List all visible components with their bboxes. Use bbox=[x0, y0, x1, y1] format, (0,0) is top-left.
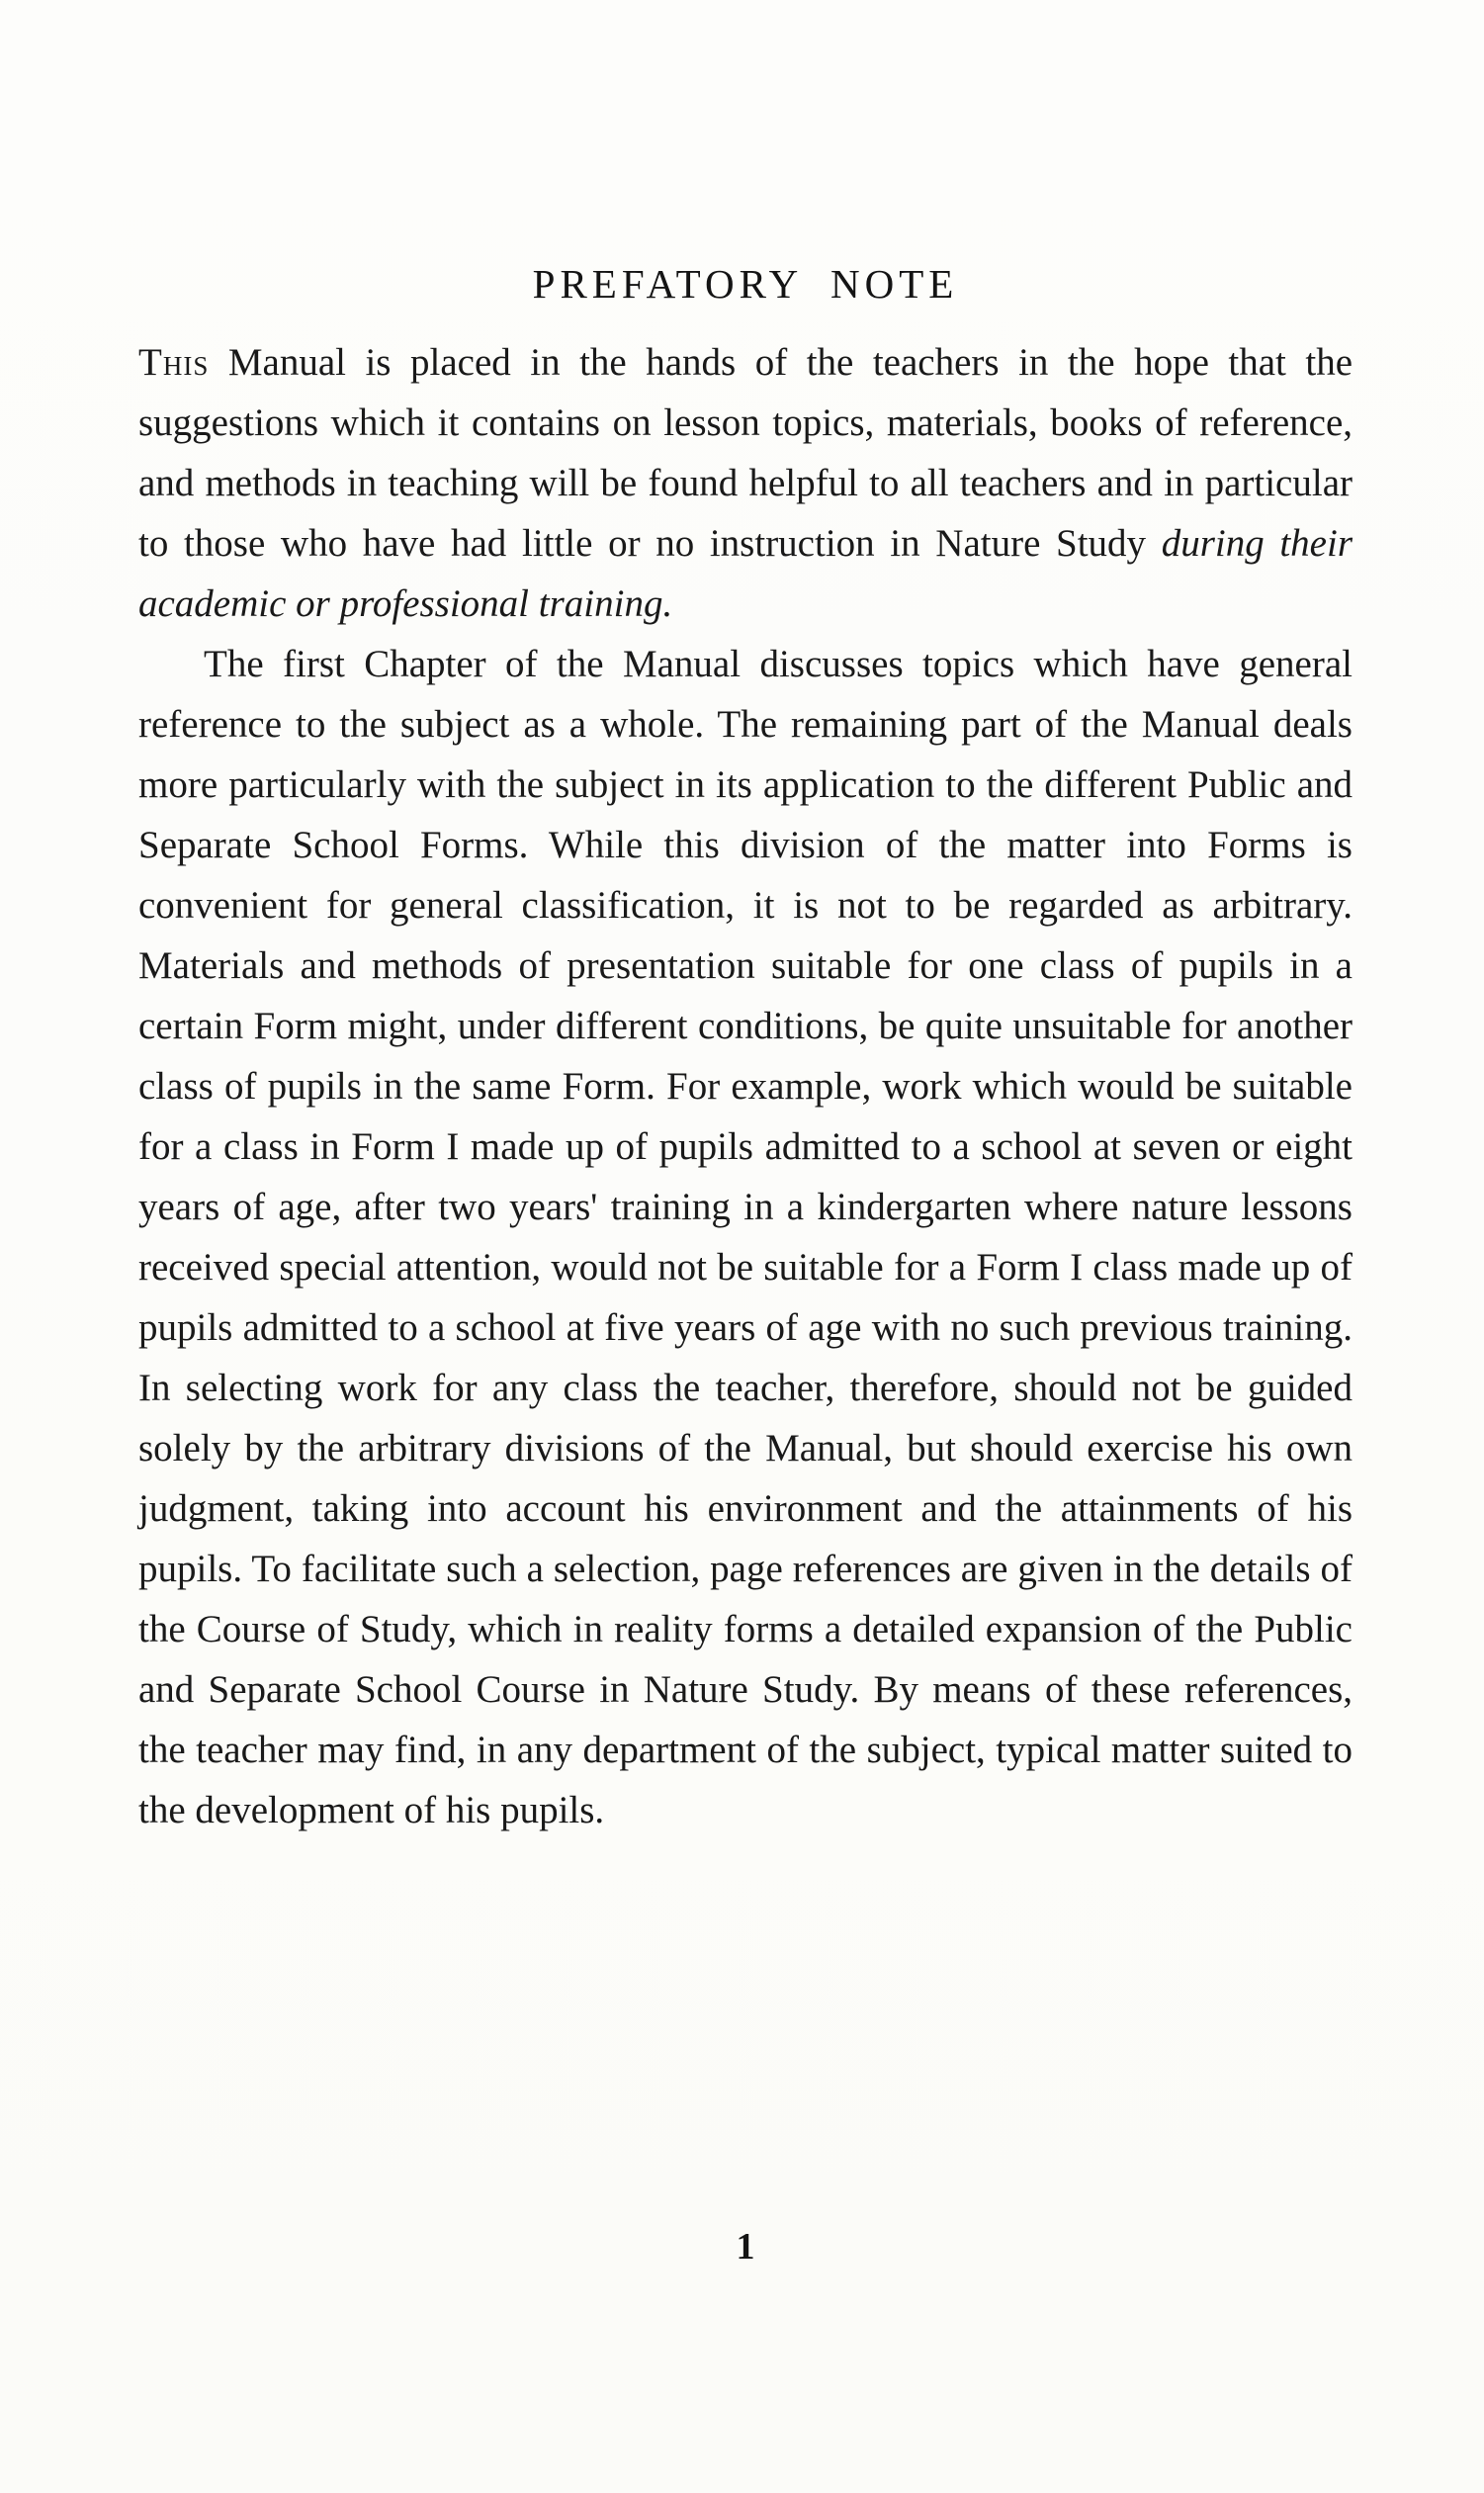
paragraph-2-body: The first Chapter of the Manual discusses topics which have general reference to the subject as a whole. The remaining part of the Manual deals more particularly with the subject in its application to the different Public and Separate School Forms. While this division of the matter into Forms is convenient for general classification, it is not to be regarded as arbitrary. Materials and methods of presentation suitable for one class of pupils in a certain Form might, under different conditions, be quite unsuitable for another class of pupils in the same Form. For example, work which would be suitable for a class in Form I made up of pupils admitted to a school at seven or eight years of age, after two years' training in a kindergarten where nature lessons received special attention, would not be suitable for a Form I class made up of pupils admitted to a school at five years of age with no such previous training. In selecting work for any class the teacher, therefore, should not be guided solely by the arbitrary divisions of the Manual, but should exercise his own judgment, taking into account his environment and the attainments of his pupils. To facilitate such a selection, page references are given in the details of the Course of Study, which in reality forms a detailed expansion of the Public and Separate School Course in Nature Study. By means of these references, the teacher may find, in any department of the subject, typical matter suited to the development of his pupils. bbox=[138, 643, 1353, 1831]
paragraph-2 bbox=[138, 634, 1353, 1840]
page-title: PREFATORY NOTE bbox=[532, 261, 959, 308]
paragraph-1-italic-tail: during their academic or professional training. bbox=[138, 522, 1353, 625]
paragraph-1 bbox=[138, 332, 1353, 634]
paragraph-1-lead-word: This bbox=[138, 341, 210, 384]
body-text-block bbox=[138, 332, 1353, 1840]
paragraph-1-body: Manual is placed in the hands of the teachers in the hope that the suggestions which it contains on lesson topics, materials, books of reference, and methods in teaching will be found helpful to all teachers and in particular to those who have had little or no instruction in Nature Study bbox=[138, 341, 1353, 565]
page-number: 1 bbox=[736, 2226, 755, 2268]
